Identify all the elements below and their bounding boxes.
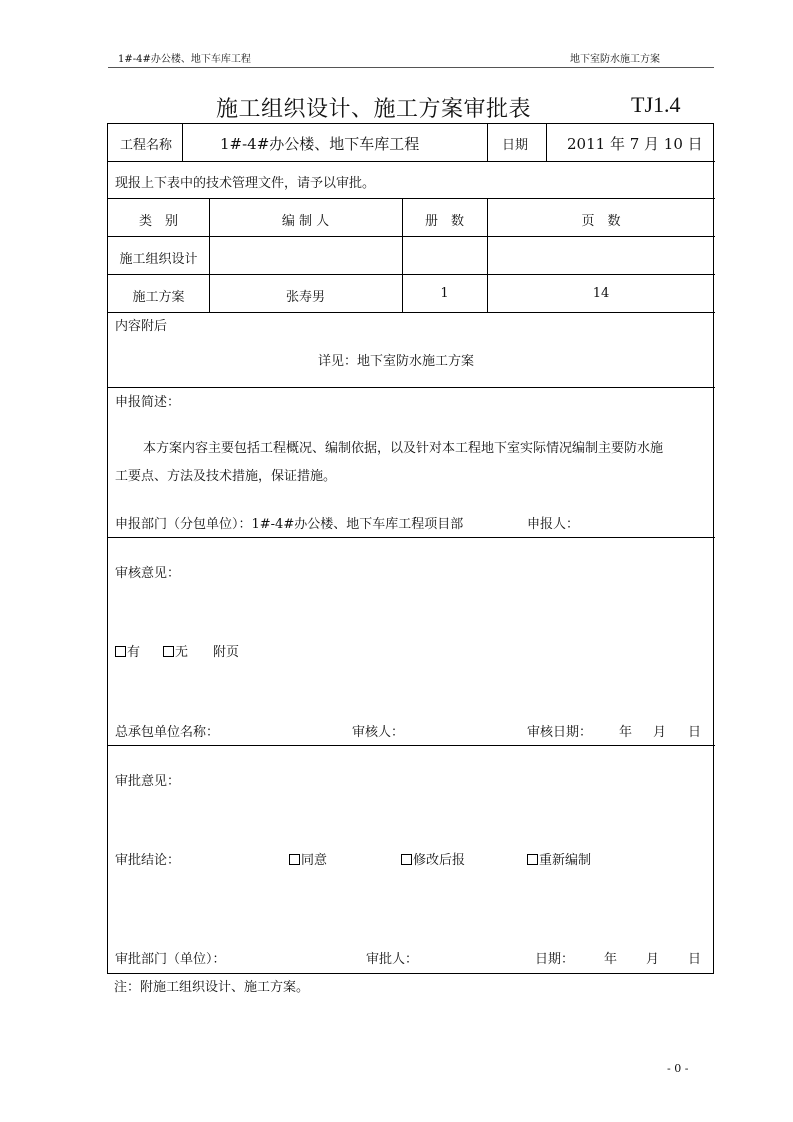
checkbox-icon[interactable]: [163, 646, 174, 657]
col-divider: [487, 124, 488, 161]
cell-category: 施工方案: [132, 290, 185, 305]
checkbox-icon[interactable]: [527, 854, 538, 865]
col-divider: [546, 124, 547, 161]
col-header-pages: 页 数: [581, 214, 621, 229]
report-label: 申报简述：: [115, 395, 181, 410]
approve-date-label: 日期：: [535, 952, 575, 967]
review-option-no[interactable]: 无: [163, 641, 188, 660]
date-label: 日期: [502, 138, 529, 153]
row-divider: [108, 387, 715, 388]
col-header-volumes: 册 数: [424, 214, 464, 229]
row-divider: [108, 312, 715, 313]
project-name-label: 工程名称: [120, 138, 173, 153]
approve-month: 月: [646, 952, 660, 967]
approve-year: 年: [604, 952, 618, 967]
report-line-1: 本方案内容主要包括工程概况、编制依据，以及针对本工程地下室实际情况编制主要防水施: [143, 441, 664, 456]
row-divider: [108, 236, 715, 237]
review-date-label: 审核日期：: [527, 725, 593, 740]
review-month: 月: [653, 725, 667, 740]
project-name-value: 1#-4#办公楼、地下车库工程: [220, 135, 420, 153]
review-year: 年: [619, 725, 633, 740]
form-title: 施工组织设计、施工方案审批表: [216, 97, 532, 122]
row-divider: [108, 198, 715, 199]
row-divider: [108, 161, 715, 162]
report-dept: 申报部门（分包单位）：1#-4#办公楼、地下车库工程项目部: [115, 517, 464, 532]
footnote: 注：附施工组织设计、施工方案。: [114, 980, 310, 995]
approve-option-revise[interactable]: 修改后报: [401, 849, 465, 868]
intro-text: 现报上下表中的技术管理文件，请予以审批。: [115, 176, 376, 191]
approval-form-table: [107, 123, 714, 974]
review-day: 日: [688, 725, 702, 740]
header-rule: [108, 67, 714, 68]
report-person: 申报人：: [527, 517, 580, 532]
running-header-right: 地下室防水施工方案: [570, 54, 660, 65]
cell-category: 施工组织设计: [119, 252, 198, 267]
approve-dept-label: 审批部门（单位）：: [115, 952, 226, 967]
approve-label: 审批意见：: [115, 774, 181, 789]
attach-label: 内容附后: [115, 319, 168, 334]
checkbox-icon[interactable]: [401, 854, 412, 865]
col-header-category: 类 别: [138, 214, 178, 229]
review-label: 审核意见：: [115, 566, 181, 581]
cell-pages: 14: [592, 286, 610, 301]
col-divider: [182, 124, 183, 161]
approver-label: 审批人：: [366, 952, 419, 967]
checkbox-icon[interactable]: [289, 854, 300, 865]
attach-detail: 详见：地下室防水施工方案: [318, 354, 475, 369]
approve-option-redo[interactable]: 重新编制: [527, 849, 591, 868]
approve-conclusion-label: 审批结论：: [115, 853, 181, 868]
review-option-yes[interactable]: 有: [115, 641, 140, 660]
approve-option-agree[interactable]: 同意: [289, 849, 327, 868]
col-header-author: 编 制 人: [281, 214, 330, 229]
form-code: TJ1.4: [631, 92, 681, 117]
row-divider: [108, 745, 715, 746]
cell-volumes: 1: [440, 286, 449, 301]
row-divider: [108, 274, 715, 275]
review-attach-page: 附页: [213, 645, 240, 660]
contractor-label: 总承包单位名称：: [115, 725, 220, 740]
date-value: 2011 年 7 月 10 日: [567, 135, 703, 153]
page-number: - 0 -: [667, 1062, 689, 1075]
report-line-2: 工要点、方法及技术措施，保证措施。: [115, 469, 337, 484]
approve-day: 日: [688, 952, 702, 967]
reviewer-label: 审核人：: [352, 725, 405, 740]
cell-author: 张寿男: [285, 290, 325, 305]
checkbox-icon[interactable]: [115, 646, 126, 657]
row-divider: [108, 537, 715, 538]
running-header-left: 1#-4#办公楼、地下车库工程: [118, 54, 251, 65]
